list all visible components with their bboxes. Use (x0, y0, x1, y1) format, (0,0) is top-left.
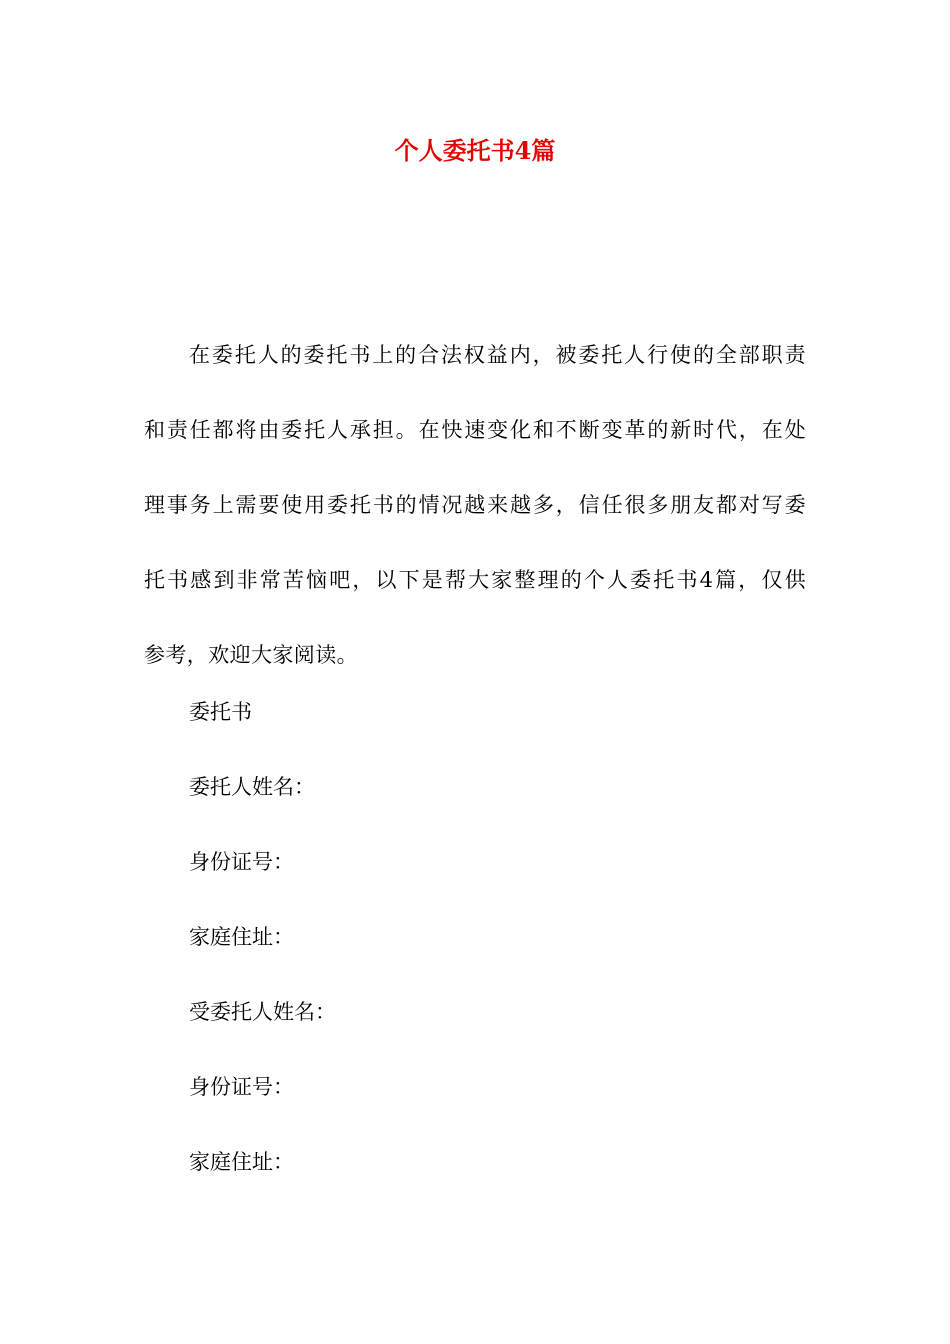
field-label-agent-address: 家庭住址： (189, 1150, 294, 1174)
field-label-agent-id: 身份证号： (189, 1075, 294, 1099)
intro-line: 在委托人的委托书上的合法权益内，被委托人行使的全部职责 (189, 343, 806, 367)
section-heading: 委托书 (189, 700, 252, 724)
form-field-list (189, 675, 789, 1200)
intro-line: 和责任都将由委托人承担。在快速变化和不断变革的新时代，在处 (144, 418, 806, 442)
field-label-principal-name: 委托人姓名： (189, 775, 315, 799)
field-label-agent-name: 受委托人姓名： (189, 1000, 336, 1024)
intro-line: 理事务上需要使用委托书的情况越来越多，信任很多朋友都对写委 (144, 493, 806, 517)
intro-line: 托书感到非常苦恼吧，以下是帮大家整理的个人委托书4篇，仅供 (144, 568, 806, 592)
document-title: 个人委托书4篇 (394, 136, 556, 165)
field-label-principal-id: 身份证号： (189, 850, 294, 874)
field-label-principal-address: 家庭住址： (189, 925, 294, 949)
intro-paragraph (144, 318, 806, 693)
intro-line: 参考，欢迎大家阅读。 (144, 643, 358, 667)
